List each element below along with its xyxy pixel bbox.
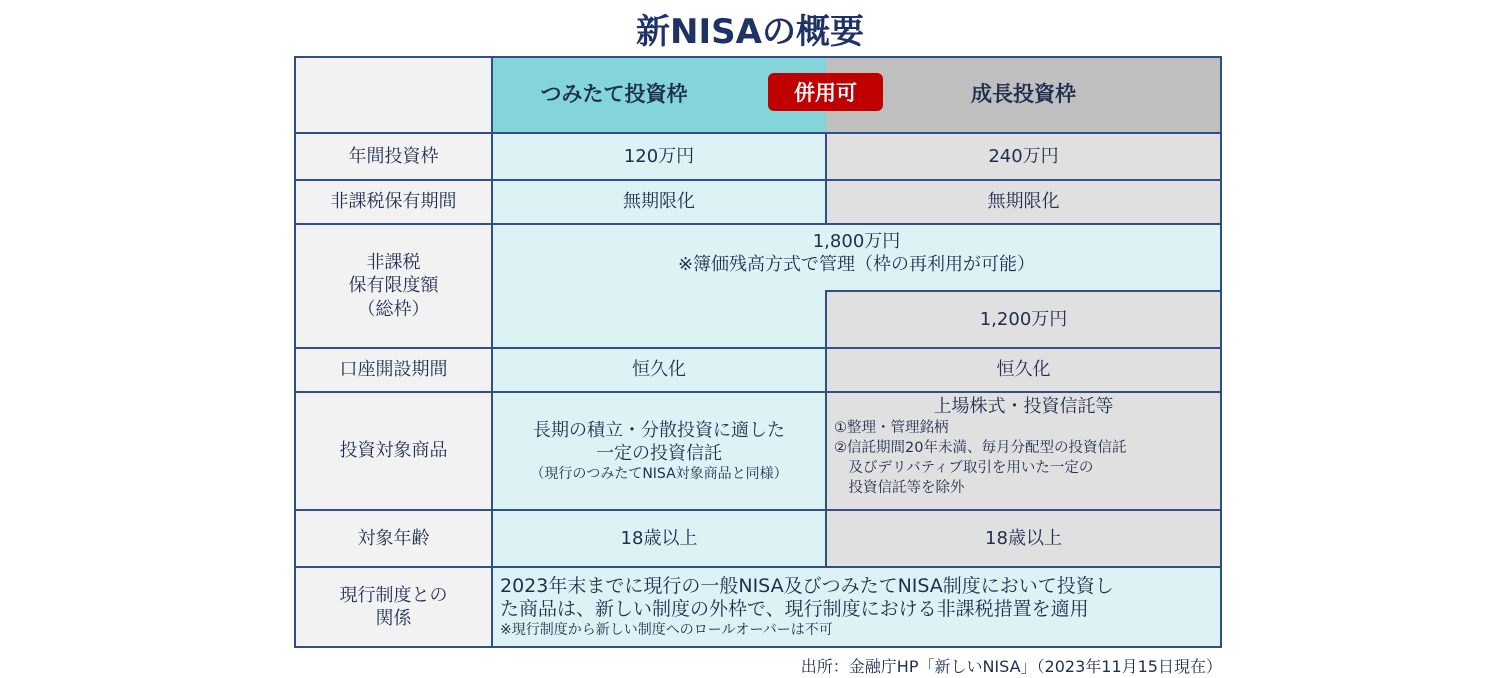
divider: [295, 391, 1221, 393]
row-label-relation: [295, 567, 492, 647]
limit-total-value: 1,800万円: [812, 231, 901, 252]
products-note: （現行のつみたてNISA対象商品と同様）: [530, 466, 788, 483]
divider: [295, 132, 1221, 134]
products-line: 一定の投資信託: [596, 442, 722, 464]
header-empty-cell: [295, 57, 492, 133]
relation-line: 2023年末までに現行の一般NISA及びつみたてNISA制度において投資し: [500, 574, 1114, 597]
label-line: （総枠）: [357, 298, 430, 320]
divider: [826, 290, 1221, 292]
products-seicho-title: 上場株式・投資信託等: [933, 396, 1114, 417]
label-line: 非課税: [366, 251, 421, 273]
combinable-badge: 併用可: [768, 73, 883, 111]
header-tsumitate-label: つみたて投資枠: [540, 82, 688, 107]
row-label-products: 投資対象商品: [295, 392, 492, 510]
products-tsumitate: [492, 392, 826, 510]
account-tsumitate: 恒久化: [492, 348, 826, 392]
row-label-annual: 年間投資枠: [295, 133, 492, 180]
header-seicho-label: 成長投資枠: [971, 82, 1076, 107]
annual-tsumitate: 120万円: [492, 133, 826, 180]
source-footer: 出所：金融庁HP「新しいNISA」（2023年11月15日現在）: [800, 657, 1222, 676]
limit-seicho: 1,200万円: [826, 291, 1221, 348]
exclusion-line: ①整理・管理銘柄: [834, 420, 949, 437]
divider: [825, 290, 827, 567]
divider: [295, 223, 1221, 225]
account-seicho: 恒久化: [826, 348, 1221, 392]
divider: [295, 56, 1221, 58]
relation-text: [492, 567, 1221, 647]
divider: [295, 646, 1221, 648]
relation-note: ※現行制度から新しい制度へのロールオーバーは不可: [500, 622, 833, 638]
row-label-period: 非課税保有期間: [295, 180, 492, 224]
period-tsumitate: 無期限化: [492, 180, 826, 224]
products-seicho: [826, 392, 1221, 510]
divider: [491, 56, 493, 648]
divider: [295, 179, 1221, 181]
annual-seicho: 240万円: [826, 133, 1221, 180]
relation-line: た商品は、新しい制度の外枠で、現行制度における非課税措置を適用: [500, 598, 1089, 621]
divider: [295, 566, 1221, 568]
exclusion-line: ②信託期間20年未満、毎月分配型の投資信託: [834, 440, 1127, 457]
label-line: 関係: [375, 608, 412, 629]
label-line: 保有限度額: [348, 275, 439, 297]
age-tsumitate: 18歳以上: [492, 510, 826, 567]
divider: [1220, 56, 1222, 648]
divider: [295, 509, 1221, 511]
row-label-age: 対象年齢: [295, 510, 492, 567]
divider: [825, 133, 827, 224]
row-label-account: 口座開設期間: [295, 348, 492, 392]
header-seicho: [826, 57, 1221, 133]
divider: [294, 56, 296, 648]
exclusion-line: 投資信託等を除外: [834, 480, 965, 497]
label-line: 現行制度との: [339, 584, 448, 606]
page-title: 新NISAの概要: [636, 12, 864, 52]
divider: [295, 347, 1221, 349]
limit-total-note: ※簿価残高方式で管理（枠の再利用が可能）: [677, 254, 1036, 276]
age-seicho: 18歳以上: [826, 510, 1221, 567]
period-seicho: 無期限化: [826, 180, 1221, 224]
exclusion-line: 及びデリバティブ取引を用いた一定の: [834, 460, 1094, 477]
row-label-limit: [295, 224, 492, 348]
products-line: 長期の積立・分散投資に適した: [533, 419, 785, 441]
